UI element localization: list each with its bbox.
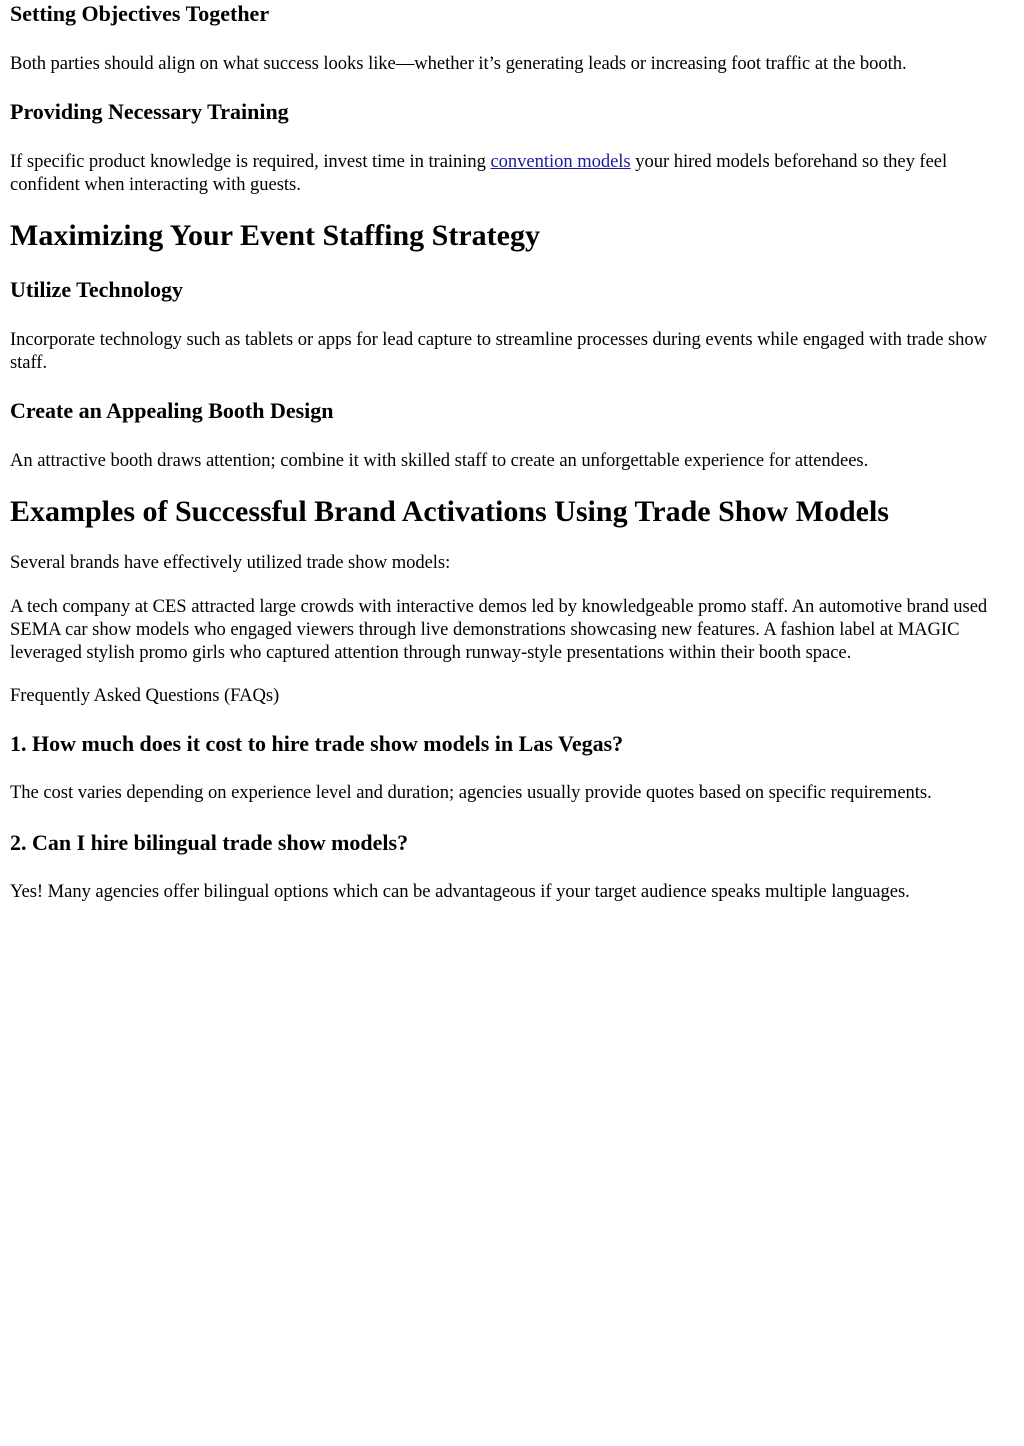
faq-answer-bilingual: Yes! Many agencies offer bilingual options which can be advantageous if your target audience speaks multiple languages. (10, 881, 910, 902)
paragraph-booth-design: An attractive booth draws attention; combine it with skilled staff to create an unforgettable experience for attendees. (10, 450, 869, 471)
heading-utilize-technology: Utilize Technology (10, 277, 183, 302)
paragraph-examples-body: A tech company at CES attracted large crowds with interactive demos led by knowledgeable promo staff. An automotive brand used SEMA car show models who engaged viewers through live demonstrations showcasing new features. A fashion label at MAGIC leveraged stylish promo girls who captured attention through runway-style presentations within their booth space. (10, 596, 988, 663)
heading-maximizing-strategy: Maximizing Your Event Staffing Strategy (10, 219, 540, 252)
paragraph-utilize-technology: Incorporate technology such as tablets or apps for lead capture to streamline processes during events while engaged with trade show staff. (10, 329, 988, 373)
paragraph-providing-training (10, 150, 1016, 196)
faq-question-bilingual: 2. Can I hire bilingual trade show models? (10, 830, 409, 855)
heading-brand-activation-examples: Examples of Successful Brand Activations Using Trade Show Models (10, 495, 889, 528)
paragraph-examples-intro: Several brands have effectively utilized trade show models: (10, 552, 451, 573)
heading-setting-objectives: Setting Objectives Together (10, 1, 270, 26)
heading-providing-training: Providing Necessary Training (10, 99, 289, 124)
paragraph-setting-objectives: Both parties should align on what success looks like—whether it’s generating leads or increasing foot traffic at the booth. (10, 53, 907, 74)
training-text-after-link: your hired models beforehand so they feel confident when interacting with guests. (10, 151, 948, 195)
faqs-label: Frequently Asked Questions (FAQs) (10, 685, 280, 706)
faq-question-cost: 1. How much does it cost to hire trade show models in Las Vegas? (10, 731, 624, 756)
article-content (10, 0, 1016, 903)
convention-models-link[interactable]: convention models (490, 151, 631, 172)
heading-booth-design: Create an Appealing Booth Design (10, 398, 334, 423)
faq-answer-cost: The cost varies depending on experience level and duration; agencies usually provide quotes based on specific requirements. (10, 782, 932, 803)
training-text-before-link: If specific product knowledge is required, invest time in training (10, 151, 491, 172)
